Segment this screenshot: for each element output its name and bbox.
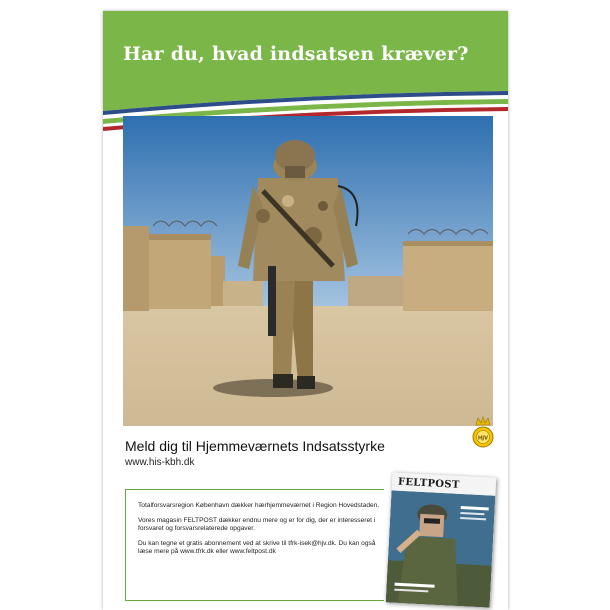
- info-paragraph: Totalforsvarsregion København dækker hærhjemmeværnet i Region Hovedstaden.: [138, 502, 380, 509]
- info-paragraph: Vores magasin FELTPOST dækker endnu mere og er for dig, der er interesseret i forsvaret og forsvarsrelaterede opgaver.: [138, 516, 376, 533]
- magazine-title: FELTPOST: [397, 476, 460, 491]
- headline: Har du, hvad indsatsen kræver?: [123, 43, 469, 65]
- feltpost-magazine-cover: [386, 472, 497, 607]
- hjv-crown-emblem: [471, 415, 495, 456]
- soldier-photo: [123, 116, 493, 426]
- website-link[interactable]: www.his-kbh.dk: [125, 457, 195, 468]
- info-box: [125, 489, 384, 601]
- info-paragraph: Du kan tegne et gratis abonnement ved at skrive til tfrk-isek@hjv.dk. Du kan også læse mere på www.tfrk.dk eller www.feltpost.dk: [138, 539, 376, 556]
- info-text: [138, 502, 383, 563]
- svg-text:HJV: HJV: [478, 435, 488, 442]
- flyer-page: [103, 11, 508, 610]
- magazine-cover-photo: [386, 490, 496, 607]
- tagline: Meld dig til Hjemmeværnets Indsatsstyrke: [125, 438, 385, 454]
